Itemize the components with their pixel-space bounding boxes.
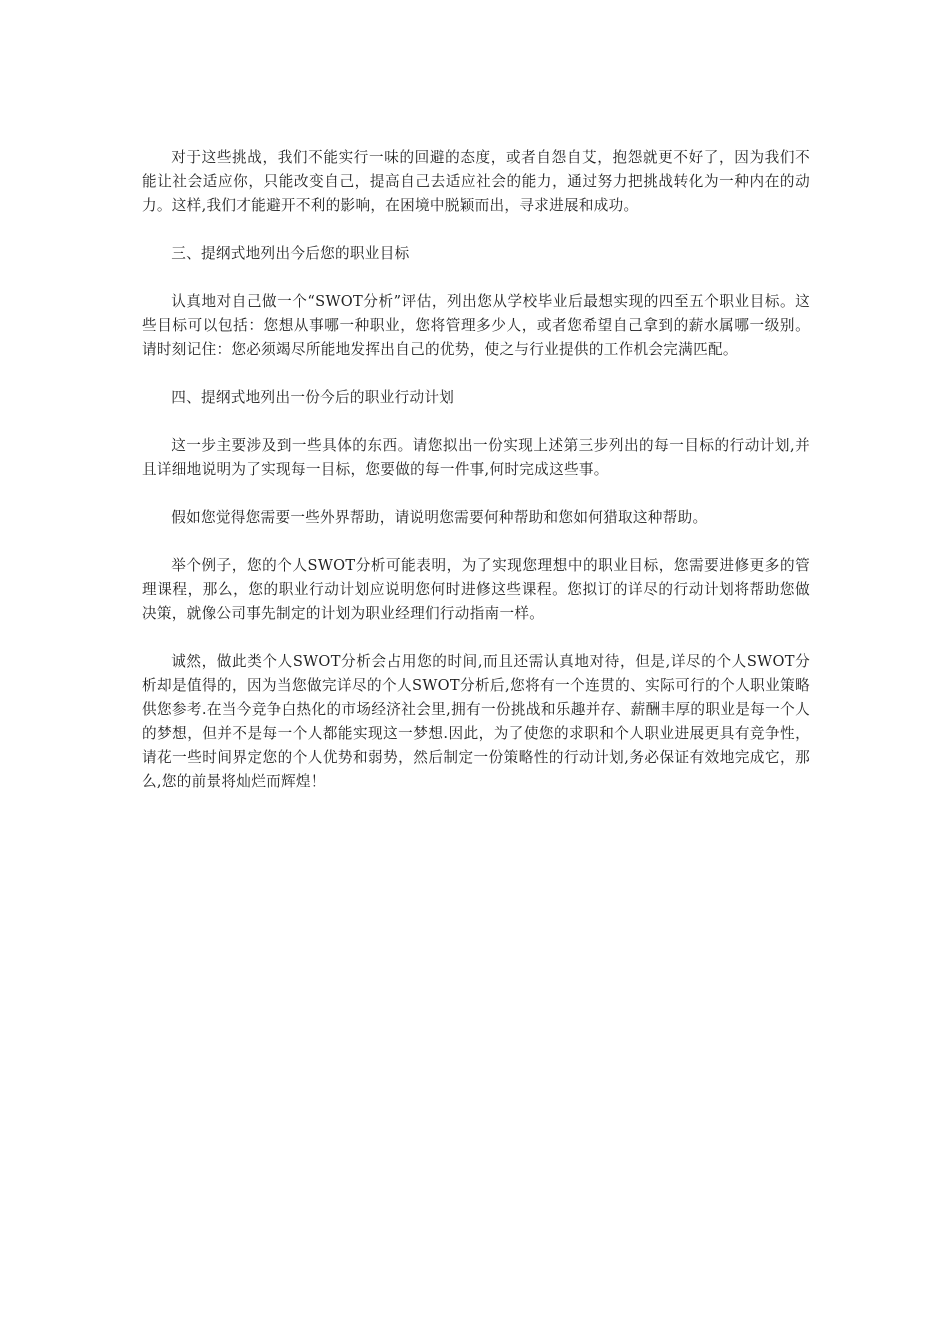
paragraph-external-help: 假如您觉得您需要一些外界帮助，请说明您需要何种帮助和您如何猎取这种帮助。 xyxy=(171,509,708,526)
paragraph-example: 举个例子，您的个人SWOT分析可能表明，为了实现您理想中的职业目标，您需要进修更多的管理课程，那么，您的职业行动计划应说明您何时进修这些课程。您拟订的详尽的行动计划将帮助您做决策，就像公司事先制定的计划为职业经理们行动指南一样。 xyxy=(142,557,810,622)
section-heading-action-plan: 四、提纲式地列出一份今后的职业行动计划 xyxy=(171,389,455,406)
paragraph-action-plan: 这一步主要涉及到一些具体的东西。请您拟出一份实现上述第三步列出的每一目标的行动计划,并且详细地说明为了实现每一目标，您要做的每一件事,何时完成这些事。 xyxy=(142,437,810,478)
document-body xyxy=(142,146,810,818)
paragraph-challenges: 对于这些挑战，我们不能实行一味的回避的态度，或者自怨自艾，抱怨就更不好了，因为我们不能让社会适应你，只能改变自己，提高自己去适应社会的能力，通过努力把挑战转化为一种内在的动力。这样,我们才能避开不利的影响，在困境中脱颖而出，寻求进展和成功。 xyxy=(142,149,810,214)
paragraph-swot-goals: 认真地对自己做一个“SWOT分析”评估，列出您从学校毕业后最想实现的四至五个职业目标。这些目标可以包括：您想从事哪一种职业，您将管理多少人，或者您希望自己拿到的薪水属哪一级别。请时刻记住：您必须竭尽所能地发挥出自己的优势，使之与行业提供的工作机会完满匹配。 xyxy=(142,293,810,358)
section-heading-career-goals: 三、提纲式地列出今后您的职业目标 xyxy=(171,245,410,262)
paragraph-conclusion: 诚然，做此类个人SWOT分析会占用您的时间,而且还需认真地对待，但是,详尽的个人SWOT分析却是值得的，因为当您做完详尽的个人SWOT分析后,您将有一个连贯的、实际可行的个人职业策略供您参考.在当今竞争白热化的市场经济社会里,拥有一份挑战和乐趣并存、薪酬丰厚的职业是每一个人的梦想，但并不是每一个人都能实现这一梦想.因此，为了使您的求职和个人职业进展更具有竞争性，请花一些时间界定您的个人优势和弱势，然后制定一份策略性的行动计划,务必保证有效地完成它，那么,您的前景将灿烂而辉煌！ xyxy=(142,653,810,790)
